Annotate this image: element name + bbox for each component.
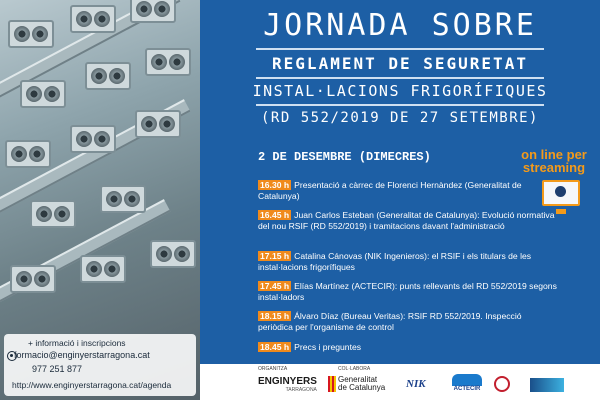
photo-cooling-unit bbox=[10, 265, 56, 293]
agenda-item bbox=[258, 180, 558, 202]
generalitat-logo bbox=[338, 376, 385, 392]
streaming-line-1: on line per bbox=[521, 147, 587, 162]
headline-jornada: JORNADA SOBRE bbox=[263, 8, 537, 43]
agenda-time: 16.45 h bbox=[260, 210, 290, 220]
agenda-item bbox=[258, 210, 558, 232]
enginyers-logo-sub: TARRAGONA bbox=[285, 387, 317, 393]
agenda-item bbox=[258, 251, 558, 273]
info-title: + informació i inscripcions bbox=[28, 338, 126, 348]
headline-rd: (RD 552/2019 DE 27 SETEMBRE) bbox=[260, 110, 539, 126]
agenda-time: 18.45 h bbox=[260, 342, 290, 352]
contact-phone: 977 251 877 bbox=[32, 364, 83, 374]
agenda-text: Presentació a càrrec de Florenci Hernàndez (Generalitat de Catalunya) bbox=[258, 180, 522, 201]
photo-cooling-unit bbox=[85, 62, 131, 90]
generalitat-line-2: de Catalunya bbox=[338, 383, 386, 392]
headline-reglament: REGLAMENT DE SEGURETAT bbox=[272, 54, 528, 73]
photo-cooling-unit bbox=[135, 110, 181, 138]
nik-logo: NIK bbox=[406, 378, 426, 390]
colabora-caption: COL·LABORA bbox=[338, 366, 371, 372]
photo-cooling-unit bbox=[20, 80, 66, 108]
actecir-logo bbox=[452, 374, 482, 396]
enginyers-logo bbox=[258, 376, 317, 393]
contact-email-link[interactable]: formacio@enginyerstarragona.cat bbox=[14, 350, 150, 360]
photo-cooling-unit bbox=[150, 240, 196, 268]
divider bbox=[256, 48, 544, 50]
generalitat-flag-icon bbox=[328, 376, 336, 392]
agenda-time: 18.15 h bbox=[260, 311, 290, 321]
event-date: 2 DE DESEMBRE (DIMECRES) bbox=[258, 150, 431, 164]
agenda-text: Catalina Cánovas (NIK Ingenieros): el RSIF i els titulars de les instal·lacions frigorífiques bbox=[258, 251, 532, 272]
photo-cooling-unit bbox=[70, 5, 116, 33]
agenda-time: 16.30 h bbox=[260, 180, 290, 190]
photo-cooling-unit bbox=[5, 140, 51, 168]
generalitat-line-1: Generalitat bbox=[338, 375, 378, 384]
agenda-time: 17.15 h bbox=[260, 251, 290, 261]
agenda-time: 17.45 h bbox=[260, 281, 290, 291]
photo-cooling-unit bbox=[145, 48, 191, 76]
photo-cooling-unit bbox=[130, 0, 176, 23]
event-content bbox=[200, 0, 600, 400]
headline-installacions: INSTAL·LACIONS FRIGORÍFIQUES bbox=[252, 82, 548, 100]
hero-photo bbox=[0, 0, 200, 400]
photo-cooling-unit bbox=[8, 20, 54, 48]
contact-info-box bbox=[4, 334, 196, 396]
actecir-logo-text: ACTECIR bbox=[453, 386, 481, 392]
organitza-caption: ORGANITZA bbox=[258, 366, 288, 372]
agenda-url-link[interactable]: http://www.enginyerstarragona.cat/agenda bbox=[12, 380, 172, 390]
agenda-item bbox=[258, 342, 558, 353]
divider bbox=[256, 104, 544, 106]
agenda-text: Elías Martínez (ACTECIR): punts rellevants del RD 552/2019 segons instal·ladors bbox=[258, 281, 557, 302]
agenda-item bbox=[258, 281, 558, 303]
agenda-text: Juan Carlos Esteban (Generalitat de Catalunya): Evolució normativa del nou RSIF (RD 552/2019) i tramitacions davant l'administració bbox=[258, 210, 555, 231]
photo-cooling-unit bbox=[100, 185, 146, 213]
agenda-item bbox=[258, 311, 558, 333]
actecir-logo-mark bbox=[452, 374, 482, 386]
photo-cooling-unit bbox=[70, 125, 116, 153]
agenda-text: Álvaro Díaz (Bureau Veritas): RSIF RD 552/2019. Inspecció periòdica per l'organisme de control bbox=[258, 311, 522, 332]
agenda-text: Precs i preguntes bbox=[294, 342, 362, 352]
enginyers-logo-text: ENGINYERS bbox=[258, 376, 317, 387]
streaming-label bbox=[516, 148, 592, 174]
streaming-line-2: streaming bbox=[522, 160, 586, 175]
photo-cooling-unit bbox=[30, 200, 76, 228]
sponsor-logo bbox=[530, 378, 564, 392]
bureau-veritas-logo bbox=[494, 376, 510, 392]
divider bbox=[256, 77, 544, 79]
sponsors-footer bbox=[200, 364, 600, 400]
photo-cooling-unit bbox=[80, 255, 126, 283]
